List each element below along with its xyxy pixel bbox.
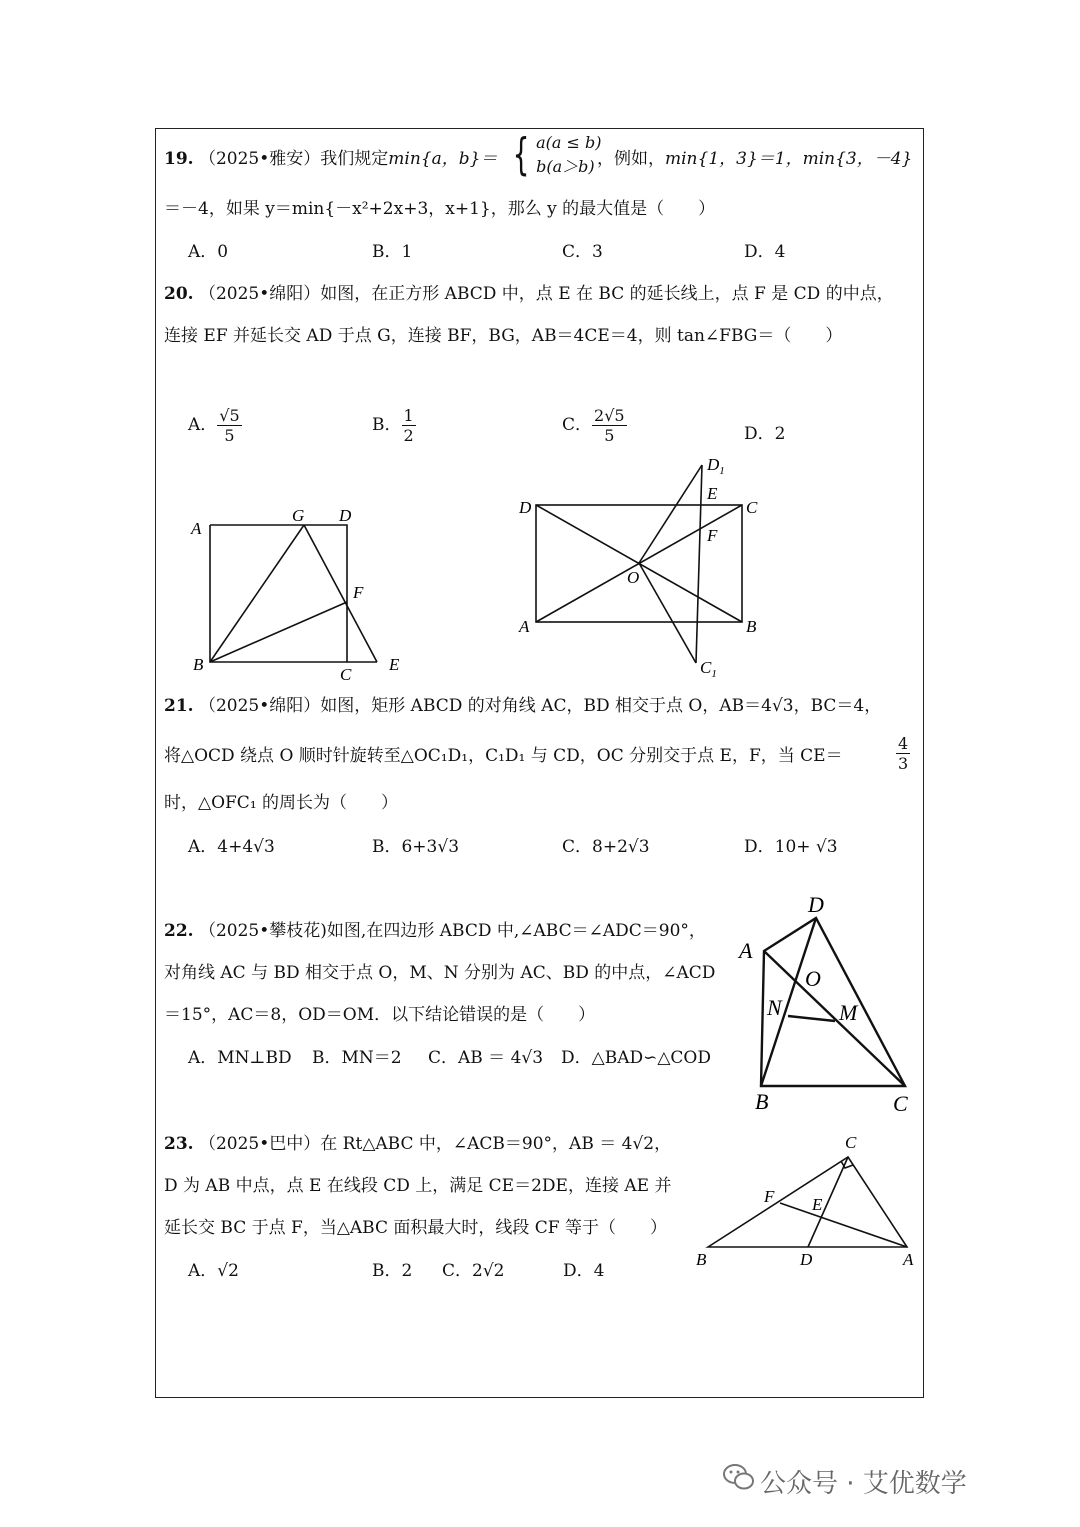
label-c: C xyxy=(845,1133,857,1152)
triangle-abc xyxy=(708,1157,907,1247)
q20-option-a-label: A． xyxy=(188,415,218,435)
watermark-text: 公众号 · 艾优数学 xyxy=(760,1469,967,1499)
frac-den: 3 xyxy=(898,754,909,773)
q20-figure xyxy=(185,500,415,680)
label-d1-main: D xyxy=(707,455,720,474)
label-a: A xyxy=(519,617,530,636)
segment-ge xyxy=(304,525,377,662)
segment-mn xyxy=(788,1016,835,1021)
q22-figure xyxy=(735,890,920,1120)
q20-text1: 如图，在正方形 ABCD 中，点 E 在 BC 的延长线上，点 F 是 CD 的中点， xyxy=(320,284,894,304)
label-b: B xyxy=(696,1250,707,1269)
q19-piecewise xyxy=(507,131,601,179)
segment-c1d1 xyxy=(696,465,702,663)
q22-source: （2025•攀枝花) xyxy=(198,921,327,941)
q20-option-b xyxy=(372,406,416,445)
q23-line1 xyxy=(164,1132,671,1156)
frac-num: 1 xyxy=(403,406,414,425)
q19-text-a: 我们规定 xyxy=(320,149,389,169)
label-e: E xyxy=(812,1195,823,1214)
label-d1 xyxy=(706,455,725,477)
label-c1-main: C xyxy=(700,658,712,677)
q23-option-c: C．2√2 xyxy=(442,1261,505,1281)
q22-line2: 对角线 AC 与 BD 相交于点 O，M、N 分别为 AC、BD 的中点，∠ACD xyxy=(164,963,716,983)
q19-line1b xyxy=(597,147,912,171)
label-n: N xyxy=(767,995,782,1020)
q19-number: 19. xyxy=(164,149,194,169)
q19-case1: a(a ≤ b) xyxy=(536,133,602,152)
q23-number: 23. xyxy=(164,1134,194,1154)
q21-figure xyxy=(515,455,775,685)
label-b: B xyxy=(746,617,757,636)
q19-example1: min{1，3}＝1， xyxy=(665,149,803,169)
frac-den: 5 xyxy=(224,426,235,445)
q20-line2: 连接 EF 并延长交 AD 于点 G，连接 BF，BG，AB＝4CE＝4，则 tan∠FBG＝（ ） xyxy=(164,326,843,346)
q21-option-c: C．8+2√3 xyxy=(562,837,650,857)
q19-line2: ＝－4，如果 y＝min{－x²+2x+3，x+1}，那么 y 的最大值是（ ） xyxy=(164,199,716,219)
q19-source: （2025•雅安） xyxy=(198,149,321,169)
segment-fa xyxy=(780,1203,907,1247)
q19-option-a: A．0 xyxy=(188,242,229,262)
q19-text-b: ，例如， xyxy=(597,149,665,169)
label-m: M xyxy=(839,1000,858,1025)
square-abcd xyxy=(210,525,347,662)
label-c: C xyxy=(340,665,352,680)
frac-num: √5 xyxy=(219,406,240,425)
q20-number: 20. xyxy=(164,284,194,304)
label-d: D xyxy=(800,1250,813,1269)
q22-number: 22. xyxy=(164,921,194,941)
q22-line1 xyxy=(164,919,706,943)
diagonal-ac xyxy=(764,951,905,1086)
q19-example2: min{3，－4} xyxy=(802,149,913,169)
label-o: O xyxy=(627,568,640,587)
frac-num: 4 xyxy=(898,734,909,753)
q20-source: （2025•绵阳） xyxy=(198,284,321,304)
label-a: A xyxy=(191,519,202,538)
label-b: B xyxy=(755,1089,769,1114)
q21-line1 xyxy=(164,694,881,718)
q20-option-a-fraction xyxy=(217,406,241,445)
label-c: C xyxy=(893,1091,908,1116)
label-a: A xyxy=(739,938,753,963)
q21-number: 21. xyxy=(164,696,194,716)
q22-line3: ＝15°，AC＝8，OD＝OM．以下结论错误的是（ ） xyxy=(164,1005,596,1025)
label-d: D xyxy=(808,892,824,917)
q20-option-c-fraction xyxy=(592,406,627,445)
q21-source: （2025•绵阳） xyxy=(198,696,321,716)
q23-option-a: A．√2 xyxy=(188,1261,239,1281)
q21-fraction xyxy=(896,734,910,773)
q21-option-b: B．6+3√3 xyxy=(372,837,460,857)
q20-option-c-label: C． xyxy=(562,415,593,435)
q21-ce-fraction xyxy=(896,734,910,773)
q22-option-a: A．MN⊥BD xyxy=(188,1048,292,1068)
q20-option-d: D．2 xyxy=(744,424,786,444)
frac-den: 2 xyxy=(403,426,414,445)
wechat-icon xyxy=(722,1462,756,1492)
segment-oc1 xyxy=(639,563,696,663)
label-f: F xyxy=(353,583,364,602)
q21-text1: 如图，矩形 ABCD 的对角线 AC，BD 相交于点 O，AB＝4√3，BC＝4， xyxy=(320,696,882,716)
q20-option-b-fraction xyxy=(402,406,416,445)
q21-line3: 时，△OFC₁ 的周长为（ ） xyxy=(164,793,399,813)
q21-option-d: D．10+ √3 xyxy=(744,837,838,857)
q23-source: （2025•巴中） xyxy=(198,1134,321,1154)
label-b: B xyxy=(193,655,204,674)
q23-figure xyxy=(692,1130,922,1275)
label-o: O xyxy=(805,966,821,991)
q20-option-b-label: B． xyxy=(372,415,402,435)
q19-line1 xyxy=(164,147,497,171)
q22-option-d: D．△BAD∽△COD xyxy=(561,1048,711,1068)
label-c1-sub: 1 xyxy=(711,668,717,680)
q19-option-c: C．3 xyxy=(562,242,603,262)
label-c: C xyxy=(746,498,758,517)
q22-option-b: B．MN＝2 xyxy=(312,1048,402,1068)
q20-option-a xyxy=(188,406,242,445)
q23-option-d: D．4 xyxy=(563,1261,605,1281)
frac-den: 5 xyxy=(604,426,615,445)
label-f: F xyxy=(707,526,718,545)
q19-option-d: D．4 xyxy=(744,242,786,262)
q23-line2: D 为 AB 中点，点 E 在线段 CD 上，满足 CE＝2DE，连接 AE 并 xyxy=(164,1176,672,1196)
q20-option-c xyxy=(562,406,627,445)
label-e: E xyxy=(389,655,400,674)
label-g: G xyxy=(292,506,305,525)
q19-min-def: min{a，b}＝ xyxy=(388,149,498,169)
label-d1-sub: 1 xyxy=(719,465,725,477)
label-d: D xyxy=(519,498,532,517)
label-a: A xyxy=(903,1250,914,1269)
q21-option-a: A．4+4√3 xyxy=(188,837,275,857)
label-d: D xyxy=(339,506,352,525)
segment-od1 xyxy=(639,465,702,563)
label-e: E xyxy=(707,484,718,503)
q21-line2: 将△OCD 绕点 O 顺时针旋转至△OC₁D₁，C₁D₁ 与 CD，OC 分别交于点 E，F，当 CE＝ xyxy=(164,746,843,766)
q23-text1: 在 Rt△ABC 中，∠ACB＝90°，AB ＝ 4√2， xyxy=(320,1134,672,1154)
label-c1 xyxy=(700,658,717,680)
label-f: F xyxy=(764,1187,775,1206)
q20-line1 xyxy=(164,282,894,306)
frac-num: 2√5 xyxy=(594,406,625,425)
q22-option-c: C．AB ＝ 4√3 xyxy=(428,1048,544,1068)
q23-line3: 延长交 BC 于点 F，当△ABC 面积最大时，线段 CF 等于（ ） xyxy=(164,1218,668,1238)
q19-case2: b(a＞b) xyxy=(536,157,595,176)
brace-symbol: { xyxy=(512,129,530,180)
q19-option-b: B．1 xyxy=(372,242,413,262)
q22-text1: 如图,在四边形 ABCD 中,∠ABC＝∠ADC＝90°， xyxy=(326,921,706,941)
q23-option-b: B．2 xyxy=(372,1261,413,1281)
quadrilateral-abcd xyxy=(761,918,905,1086)
